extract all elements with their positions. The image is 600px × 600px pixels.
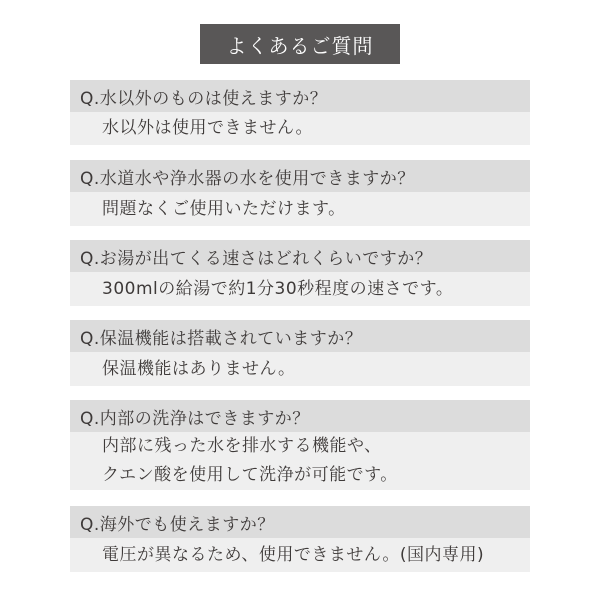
faq-answer-5: [70, 432, 530, 490]
faq-question-5: Q.内部の洗浄はできますか？: [70, 400, 530, 432]
faq-question-4: Q.保温機能は搭載されていますか？: [70, 320, 530, 352]
faq-answer-5-line-1: 内部に残った水を排水する機能や、: [102, 436, 382, 456]
faq-question-1: Q.水以外のものは使えますか？: [70, 80, 530, 112]
faq-question-2: Q.水道水や浄水器の水を使用できますか？: [70, 160, 530, 192]
faq-item-6: [70, 506, 530, 572]
faq-answer-3-line-1: 300mlの給湯で約1分30秒程度の速さです。: [102, 278, 454, 299]
faq-item-2: [70, 160, 530, 226]
faq-title: よくあるご質問: [200, 24, 400, 64]
faq-question-3: Q.お湯が出てくる速さはどれくらいですか？: [70, 240, 530, 272]
faq-item-3: [70, 240, 530, 306]
faq-answer-2: [70, 192, 530, 226]
faq-answer-6-line-1: 電圧が異なるため、使用できません。(国内専用): [102, 544, 485, 565]
faq-answer-3: [70, 272, 530, 306]
faq-item-1: [70, 80, 530, 145]
faq-answer-5-line-2: クエン酸を使用して洗浄が可能です。: [102, 465, 398, 485]
faq-answer-1-line-1: 水以外は使用できません。: [102, 118, 314, 138]
faq-item-5: [70, 400, 530, 490]
faq-answer-2-line-1: 問題なくご使用いただけます。: [102, 198, 346, 219]
faq-answer-4: [70, 352, 530, 386]
faq-question-6: Q.海外でも使えますか？: [70, 506, 530, 538]
faq-item-4: [70, 320, 530, 386]
faq-answer-1: [70, 112, 530, 145]
faq-answer-4-line-1: 保温機能はありません。: [102, 358, 296, 379]
faq-answer-6: [70, 538, 530, 572]
